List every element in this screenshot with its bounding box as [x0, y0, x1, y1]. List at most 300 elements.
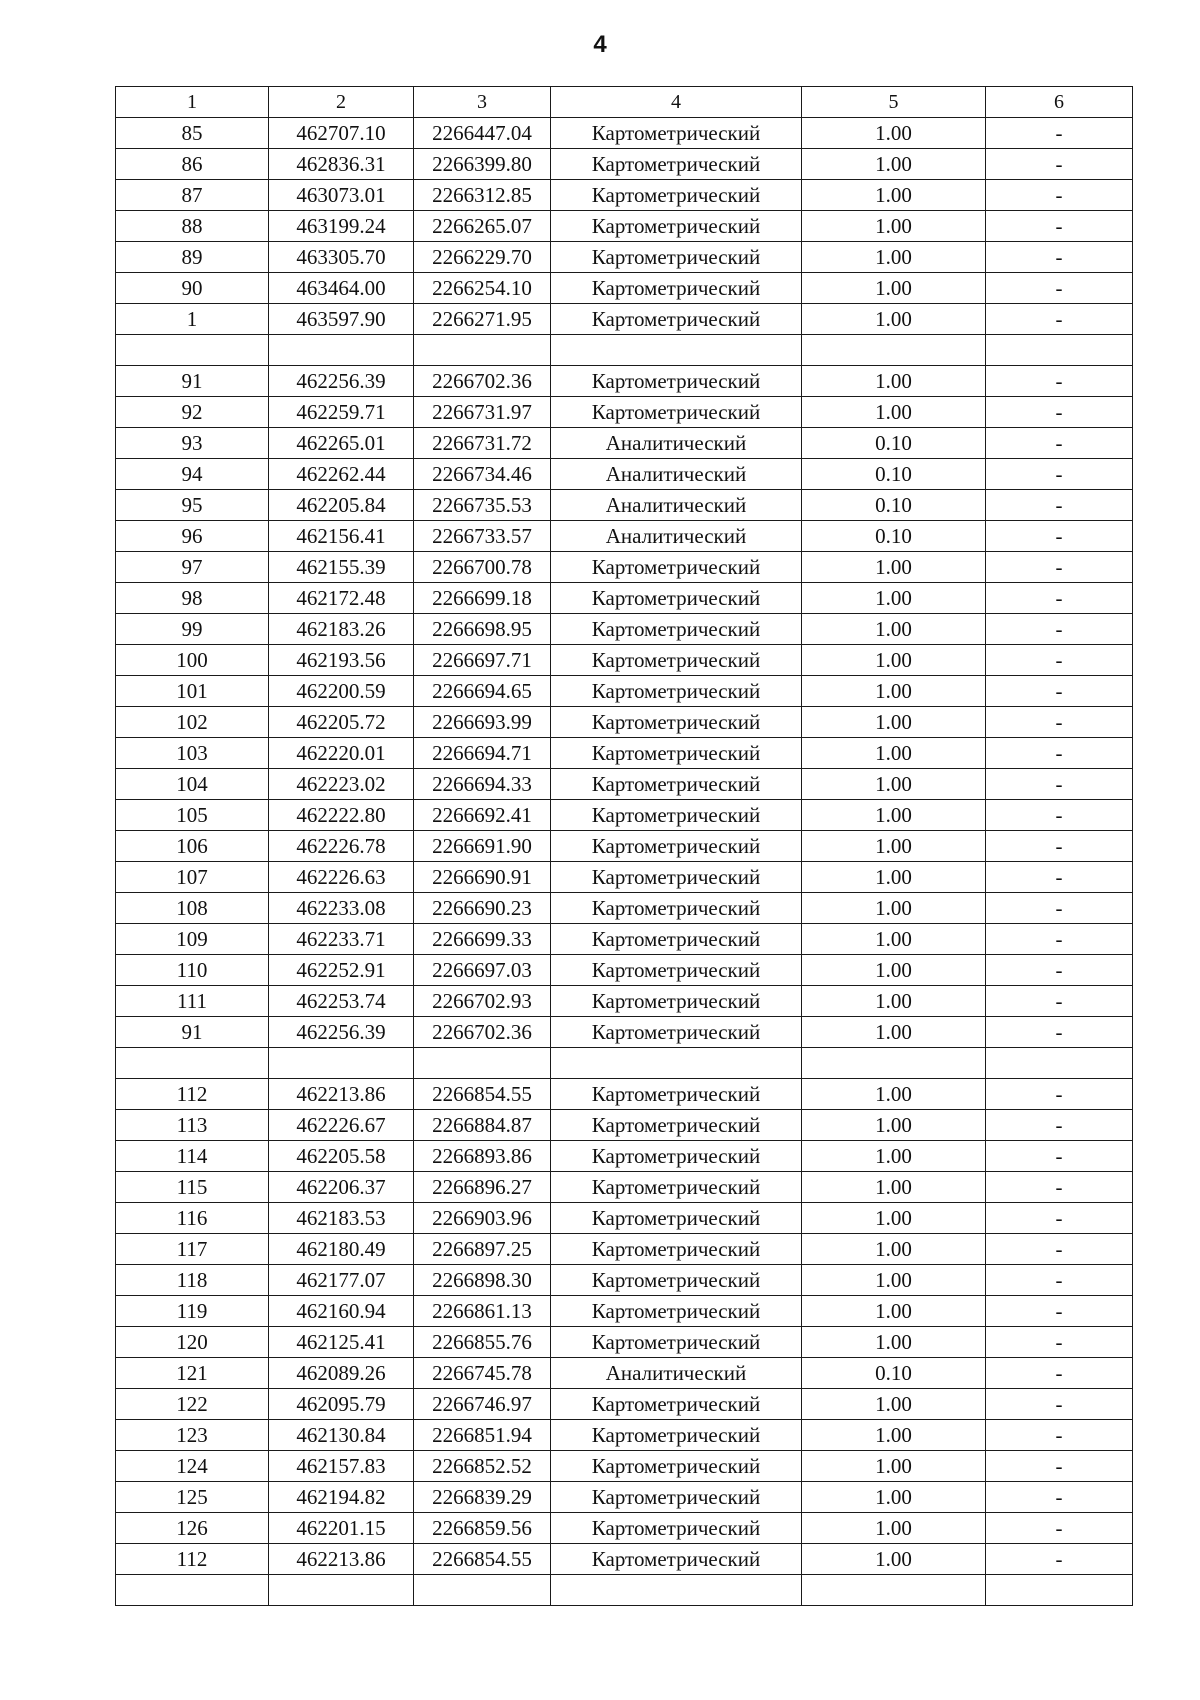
accuracy-cell: 1.00	[802, 1203, 986, 1234]
method-cell: Картометрический	[551, 831, 802, 862]
x-coordinate-cell: 462226.78	[269, 831, 414, 862]
y-coordinate-cell: 2266698.95	[414, 614, 551, 645]
method-cell	[551, 1575, 802, 1606]
method-cell: Картометрический	[551, 645, 802, 676]
table-row	[116, 1017, 1133, 1048]
note-cell: -	[986, 1451, 1133, 1482]
accuracy-cell: 0.10	[802, 490, 986, 521]
table-row	[116, 1234, 1133, 1265]
header-cell: 4	[551, 87, 802, 118]
table-row	[116, 800, 1133, 831]
accuracy-cell: 1.00	[802, 211, 986, 242]
y-coordinate-cell: 2266690.23	[414, 893, 551, 924]
header-cell: 1	[116, 87, 269, 118]
table-row	[116, 645, 1133, 676]
table-row	[116, 180, 1133, 211]
x-coordinate-cell: 462259.71	[269, 397, 414, 428]
y-coordinate-cell: 2266697.03	[414, 955, 551, 986]
point-number-cell	[116, 1575, 269, 1606]
x-coordinate-cell: 462183.26	[269, 614, 414, 645]
method-cell: Картометрический	[551, 1234, 802, 1265]
note-cell: -	[986, 924, 1133, 955]
y-coordinate-cell: 2266694.33	[414, 769, 551, 800]
note-cell: -	[986, 459, 1133, 490]
y-coordinate-cell: 2266399.80	[414, 149, 551, 180]
x-coordinate-cell: 462262.44	[269, 459, 414, 490]
x-coordinate-cell: 462233.71	[269, 924, 414, 955]
x-coordinate-cell: 462172.48	[269, 583, 414, 614]
point-number-cell: 97	[116, 552, 269, 583]
note-cell: -	[986, 831, 1133, 862]
y-coordinate-cell	[414, 1048, 551, 1079]
x-coordinate-cell: 462180.49	[269, 1234, 414, 1265]
note-cell: -	[986, 521, 1133, 552]
x-coordinate-cell: 462213.86	[269, 1544, 414, 1575]
point-number-cell: 113	[116, 1110, 269, 1141]
note-cell: -	[986, 273, 1133, 304]
x-coordinate-cell: 462205.72	[269, 707, 414, 738]
method-cell: Картометрический	[551, 583, 802, 614]
table-row	[116, 211, 1133, 242]
accuracy-cell: 1.00	[802, 769, 986, 800]
x-coordinate-cell: 462265.01	[269, 428, 414, 459]
accuracy-cell: 1.00	[802, 1296, 986, 1327]
y-coordinate-cell: 2266271.95	[414, 304, 551, 335]
point-number-cell	[116, 335, 269, 366]
coordinates-table	[115, 86, 1133, 1606]
point-number-cell: 99	[116, 614, 269, 645]
y-coordinate-cell: 2266702.36	[414, 366, 551, 397]
x-coordinate-cell: 463464.00	[269, 273, 414, 304]
point-number-cell: 120	[116, 1327, 269, 1358]
note-cell: -	[986, 986, 1133, 1017]
method-cell: Картометрический	[551, 304, 802, 335]
point-number-cell: 121	[116, 1358, 269, 1389]
accuracy-cell: 1.00	[802, 552, 986, 583]
method-cell: Аналитический	[551, 459, 802, 490]
x-coordinate-cell: 463305.70	[269, 242, 414, 273]
y-coordinate-cell: 2266692.41	[414, 800, 551, 831]
method-cell: Картометрический	[551, 1513, 802, 1544]
accuracy-cell: 1.00	[802, 1017, 986, 1048]
note-cell: -	[986, 1234, 1133, 1265]
accuracy-cell: 1.00	[802, 1234, 986, 1265]
point-number-cell: 125	[116, 1482, 269, 1513]
table-row	[116, 583, 1133, 614]
note-cell: -	[986, 1141, 1133, 1172]
method-cell: Картометрический	[551, 1141, 802, 1172]
accuracy-cell: 1.00	[802, 893, 986, 924]
x-coordinate-cell: 463199.24	[269, 211, 414, 242]
table-row	[116, 521, 1133, 552]
table-row	[116, 1420, 1133, 1451]
method-cell: Картометрический	[551, 986, 802, 1017]
method-cell	[551, 1048, 802, 1079]
x-coordinate-cell: 462256.39	[269, 366, 414, 397]
note-cell: -	[986, 1358, 1133, 1389]
y-coordinate-cell: 2266447.04	[414, 118, 551, 149]
note-cell: -	[986, 1327, 1133, 1358]
accuracy-cell: 1.00	[802, 1482, 986, 1513]
note-cell: -	[986, 955, 1133, 986]
method-cell: Картометрический	[551, 1079, 802, 1110]
note-cell: -	[986, 118, 1133, 149]
method-cell: Картометрический	[551, 552, 802, 583]
y-coordinate-cell: 2266265.07	[414, 211, 551, 242]
y-coordinate-cell	[414, 1575, 551, 1606]
header-cell: 6	[986, 87, 1133, 118]
x-coordinate-cell: 462157.83	[269, 1451, 414, 1482]
point-number-cell: 108	[116, 893, 269, 924]
accuracy-cell: 1.00	[802, 1451, 986, 1482]
note-cell: -	[986, 304, 1133, 335]
table-row	[116, 1389, 1133, 1420]
table-row	[116, 986, 1133, 1017]
note-cell: -	[986, 893, 1133, 924]
table-row	[116, 490, 1133, 521]
table-row	[116, 862, 1133, 893]
table-row	[116, 273, 1133, 304]
y-coordinate-cell: 2266697.71	[414, 645, 551, 676]
method-cell: Картометрический	[551, 1544, 802, 1575]
method-cell: Картометрический	[551, 211, 802, 242]
x-coordinate-cell: 462156.41	[269, 521, 414, 552]
x-coordinate-cell: 462220.01	[269, 738, 414, 769]
method-cell: Картометрический	[551, 1172, 802, 1203]
y-coordinate-cell: 2266700.78	[414, 552, 551, 583]
table-header-row	[116, 87, 1133, 118]
accuracy-cell: 1.00	[802, 366, 986, 397]
accuracy-cell: 1.00	[802, 645, 986, 676]
x-coordinate-cell: 463073.01	[269, 180, 414, 211]
table-row	[116, 428, 1133, 459]
header-cell: 2	[269, 87, 414, 118]
accuracy-cell: 1.00	[802, 1327, 986, 1358]
note-cell: -	[986, 1203, 1133, 1234]
y-coordinate-cell: 2266855.76	[414, 1327, 551, 1358]
note-cell	[986, 1048, 1133, 1079]
accuracy-cell: 1.00	[802, 986, 986, 1017]
note-cell: -	[986, 645, 1133, 676]
x-coordinate-cell: 462155.39	[269, 552, 414, 583]
accuracy-cell: 1.00	[802, 924, 986, 955]
note-cell: -	[986, 1420, 1133, 1451]
method-cell: Картометрический	[551, 1451, 802, 1482]
y-coordinate-cell: 2266746.97	[414, 1389, 551, 1420]
note-cell: -	[986, 1172, 1133, 1203]
method-cell: Картометрический	[551, 1296, 802, 1327]
table-row	[116, 304, 1133, 335]
method-cell: Картометрический	[551, 707, 802, 738]
note-cell: -	[986, 1079, 1133, 1110]
method-cell: Аналитический	[551, 521, 802, 552]
point-number-cell: 116	[116, 1203, 269, 1234]
x-coordinate-cell	[269, 335, 414, 366]
method-cell: Картометрический	[551, 738, 802, 769]
point-number-cell: 1	[116, 304, 269, 335]
accuracy-cell: 1.00	[802, 1513, 986, 1544]
y-coordinate-cell: 2266893.86	[414, 1141, 551, 1172]
table-row	[116, 893, 1133, 924]
point-number-cell	[116, 1048, 269, 1079]
table-row	[116, 769, 1133, 800]
note-cell: -	[986, 738, 1133, 769]
method-cell: Аналитический	[551, 1358, 802, 1389]
point-number-cell: 122	[116, 1389, 269, 1420]
y-coordinate-cell: 2266690.91	[414, 862, 551, 893]
point-number-cell: 90	[116, 273, 269, 304]
table-row	[116, 1048, 1133, 1079]
note-cell: -	[986, 211, 1133, 242]
x-coordinate-cell	[269, 1575, 414, 1606]
note-cell: -	[986, 1482, 1133, 1513]
method-cell: Картометрический	[551, 180, 802, 211]
y-coordinate-cell: 2266694.71	[414, 738, 551, 769]
table-row	[116, 1203, 1133, 1234]
method-cell: Картометрический	[551, 1327, 802, 1358]
x-coordinate-cell: 462200.59	[269, 676, 414, 707]
header-cell: 5	[802, 87, 986, 118]
accuracy-cell: 1.00	[802, 1141, 986, 1172]
x-coordinate-cell: 462213.86	[269, 1079, 414, 1110]
y-coordinate-cell: 2266733.57	[414, 521, 551, 552]
accuracy-cell: 0.10	[802, 1358, 986, 1389]
point-number-cell: 101	[116, 676, 269, 707]
method-cell: Аналитический	[551, 428, 802, 459]
accuracy-cell	[802, 335, 986, 366]
y-coordinate-cell: 2266312.85	[414, 180, 551, 211]
x-coordinate-cell	[269, 1048, 414, 1079]
y-coordinate-cell: 2266699.18	[414, 583, 551, 614]
method-cell: Картометрический	[551, 924, 802, 955]
point-number-cell: 124	[116, 1451, 269, 1482]
x-coordinate-cell: 462205.58	[269, 1141, 414, 1172]
y-coordinate-cell: 2266702.93	[414, 986, 551, 1017]
note-cell: -	[986, 180, 1133, 211]
y-coordinate-cell: 2266884.87	[414, 1110, 551, 1141]
method-cell: Картометрический	[551, 676, 802, 707]
note-cell: -	[986, 1265, 1133, 1296]
x-coordinate-cell: 462193.56	[269, 645, 414, 676]
point-number-cell: 114	[116, 1141, 269, 1172]
accuracy-cell: 1.00	[802, 180, 986, 211]
table-row	[116, 335, 1133, 366]
method-cell: Картометрический	[551, 800, 802, 831]
y-coordinate-cell: 2266693.99	[414, 707, 551, 738]
y-coordinate-cell: 2266702.36	[414, 1017, 551, 1048]
accuracy-cell: 1.00	[802, 862, 986, 893]
table-row	[116, 1079, 1133, 1110]
accuracy-cell: 1.00	[802, 707, 986, 738]
table-body	[116, 87, 1133, 1606]
note-cell: -	[986, 242, 1133, 273]
accuracy-cell: 1.00	[802, 1110, 986, 1141]
method-cell: Картометрический	[551, 1420, 802, 1451]
x-coordinate-cell: 462160.94	[269, 1296, 414, 1327]
note-cell: -	[986, 800, 1133, 831]
table-row	[116, 1513, 1133, 1544]
y-coordinate-cell: 2266898.30	[414, 1265, 551, 1296]
method-cell: Картометрический	[551, 769, 802, 800]
point-number-cell: 91	[116, 1017, 269, 1048]
method-cell: Картометрический	[551, 862, 802, 893]
note-cell	[986, 335, 1133, 366]
point-number-cell: 88	[116, 211, 269, 242]
accuracy-cell: 1.00	[802, 242, 986, 273]
accuracy-cell: 1.00	[802, 1420, 986, 1451]
accuracy-cell: 1.00	[802, 118, 986, 149]
y-coordinate-cell: 2266229.70	[414, 242, 551, 273]
point-number-cell: 96	[116, 521, 269, 552]
y-coordinate-cell: 2266897.25	[414, 1234, 551, 1265]
point-number-cell: 126	[116, 1513, 269, 1544]
x-coordinate-cell: 462125.41	[269, 1327, 414, 1358]
accuracy-cell	[802, 1575, 986, 1606]
accuracy-cell: 1.00	[802, 738, 986, 769]
table-row	[116, 242, 1133, 273]
method-cell: Картометрический	[551, 955, 802, 986]
table-row	[116, 459, 1133, 490]
table-row	[116, 1544, 1133, 1575]
point-number-cell: 112	[116, 1544, 269, 1575]
accuracy-cell: 1.00	[802, 1544, 986, 1575]
x-coordinate-cell: 462089.26	[269, 1358, 414, 1389]
table-row	[116, 1265, 1133, 1296]
point-number-cell: 106	[116, 831, 269, 862]
point-number-cell: 85	[116, 118, 269, 149]
method-cell: Картометрический	[551, 1203, 802, 1234]
table-row	[116, 924, 1133, 955]
x-coordinate-cell: 462095.79	[269, 1389, 414, 1420]
note-cell: -	[986, 707, 1133, 738]
note-cell: -	[986, 1513, 1133, 1544]
point-number-cell: 93	[116, 428, 269, 459]
point-number-cell: 102	[116, 707, 269, 738]
point-number-cell: 115	[116, 1172, 269, 1203]
x-coordinate-cell: 462205.84	[269, 490, 414, 521]
table-row	[116, 614, 1133, 645]
point-number-cell: 95	[116, 490, 269, 521]
point-number-cell: 92	[116, 397, 269, 428]
y-coordinate-cell: 2266731.72	[414, 428, 551, 459]
y-coordinate-cell: 2266854.55	[414, 1544, 551, 1575]
table-row	[116, 831, 1133, 862]
note-cell	[986, 1575, 1133, 1606]
note-cell: -	[986, 1017, 1133, 1048]
accuracy-cell: 1.00	[802, 273, 986, 304]
point-number-cell: 87	[116, 180, 269, 211]
table-row	[116, 1482, 1133, 1513]
method-cell: Картометрический	[551, 1389, 802, 1420]
note-cell: -	[986, 149, 1133, 180]
table-row	[116, 738, 1133, 769]
method-cell: Картометрический	[551, 273, 802, 304]
note-cell: -	[986, 862, 1133, 893]
table-row	[116, 118, 1133, 149]
table-row	[116, 1296, 1133, 1327]
table-row	[116, 397, 1133, 428]
method-cell: Картометрический	[551, 242, 802, 273]
table-row	[116, 149, 1133, 180]
y-coordinate-cell: 2266861.13	[414, 1296, 551, 1327]
y-coordinate-cell: 2266694.65	[414, 676, 551, 707]
accuracy-cell: 1.00	[802, 800, 986, 831]
point-number-cell: 112	[116, 1079, 269, 1110]
y-coordinate-cell: 2266896.27	[414, 1172, 551, 1203]
note-cell: -	[986, 676, 1133, 707]
y-coordinate-cell: 2266699.33	[414, 924, 551, 955]
y-coordinate-cell: 2266903.96	[414, 1203, 551, 1234]
method-cell: Картометрический	[551, 1265, 802, 1296]
table-row	[116, 1575, 1133, 1606]
point-number-cell: 117	[116, 1234, 269, 1265]
y-coordinate-cell	[414, 335, 551, 366]
table-row	[116, 1451, 1133, 1482]
y-coordinate-cell: 2266854.55	[414, 1079, 551, 1110]
point-number-cell: 123	[116, 1420, 269, 1451]
method-cell: Картометрический	[551, 614, 802, 645]
note-cell: -	[986, 1389, 1133, 1420]
method-cell: Картометрический	[551, 893, 802, 924]
point-number-cell: 91	[116, 366, 269, 397]
method-cell: Аналитический	[551, 490, 802, 521]
y-coordinate-cell: 2266691.90	[414, 831, 551, 862]
x-coordinate-cell: 462233.08	[269, 893, 414, 924]
x-coordinate-cell: 462177.07	[269, 1265, 414, 1296]
point-number-cell: 94	[116, 459, 269, 490]
table-row	[116, 1172, 1133, 1203]
accuracy-cell	[802, 1048, 986, 1079]
y-coordinate-cell: 2266745.78	[414, 1358, 551, 1389]
x-coordinate-cell: 462130.84	[269, 1420, 414, 1451]
point-number-cell: 109	[116, 924, 269, 955]
accuracy-cell: 1.00	[802, 614, 986, 645]
y-coordinate-cell: 2266731.97	[414, 397, 551, 428]
x-coordinate-cell: 462226.63	[269, 862, 414, 893]
note-cell: -	[986, 614, 1133, 645]
note-cell: -	[986, 366, 1133, 397]
point-number-cell: 98	[116, 583, 269, 614]
point-number-cell: 89	[116, 242, 269, 273]
table-row	[116, 1141, 1133, 1172]
accuracy-cell: 1.00	[802, 397, 986, 428]
method-cell: Картометрический	[551, 1017, 802, 1048]
table-row	[116, 1358, 1133, 1389]
table-row	[116, 676, 1133, 707]
x-coordinate-cell: 462226.67	[269, 1110, 414, 1141]
table-row	[116, 707, 1133, 738]
method-cell: Картометрический	[551, 366, 802, 397]
note-cell: -	[986, 490, 1133, 521]
y-coordinate-cell: 2266859.56	[414, 1513, 551, 1544]
note-cell: -	[986, 1110, 1133, 1141]
accuracy-cell: 1.00	[802, 955, 986, 986]
point-number-cell: 118	[116, 1265, 269, 1296]
method-cell: Картометрический	[551, 397, 802, 428]
note-cell: -	[986, 397, 1133, 428]
x-coordinate-cell: 463597.90	[269, 304, 414, 335]
y-coordinate-cell: 2266735.53	[414, 490, 551, 521]
table-row	[116, 1327, 1133, 1358]
point-number-cell: 107	[116, 862, 269, 893]
method-cell: Картометрический	[551, 1482, 802, 1513]
table-row	[116, 955, 1133, 986]
point-number-cell: 119	[116, 1296, 269, 1327]
table-row	[116, 1110, 1133, 1141]
x-coordinate-cell: 462206.37	[269, 1172, 414, 1203]
accuracy-cell: 1.00	[802, 149, 986, 180]
x-coordinate-cell: 462194.82	[269, 1482, 414, 1513]
